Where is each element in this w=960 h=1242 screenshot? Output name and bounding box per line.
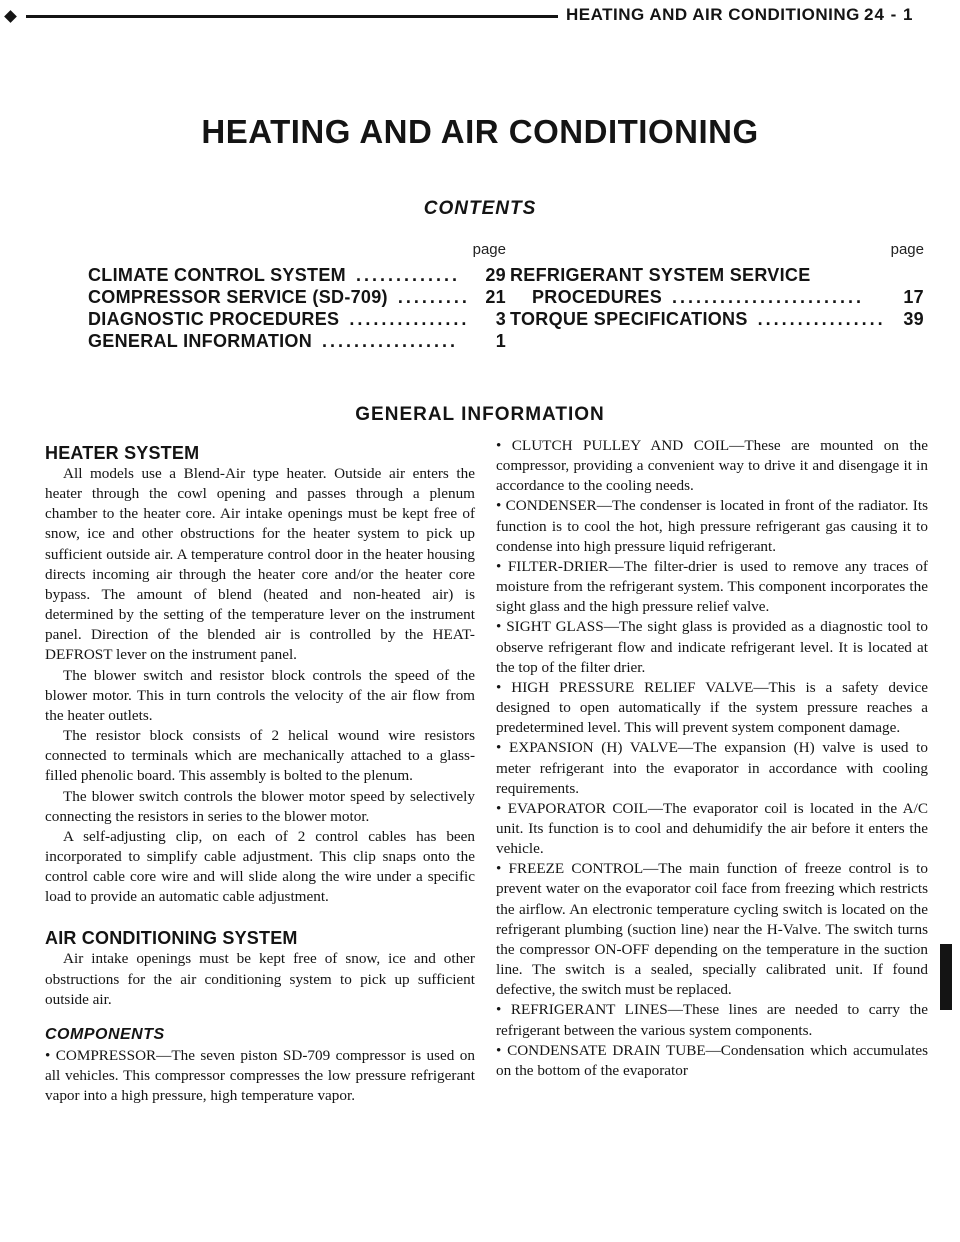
toc-entry-page: 17 (903, 287, 924, 307)
section-heading: GENERAL INFORMATION (355, 404, 605, 425)
toc-leader-dots: ................ (757, 309, 886, 329)
running-header (0, 0, 960, 36)
component-item: • COMPRESSOR—The seven piston SD-709 compressor is used on all vehicles. This compressor compresses the low pressure refrigerant vapor into a high pressure, high temperature vapor. (45, 1046, 475, 1105)
heater-system-heading: HEATER SYSTEM (45, 443, 200, 463)
component-item: • CLUTCH PULLEY AND COIL—These are mounted on the compressor, providing a convenient way to drive it and disengage it in accordance to the cooling needs. (496, 437, 928, 495)
toc-leader-dots: ............. (355, 265, 460, 285)
toc-leader-dots: ......... (397, 287, 470, 307)
toc-entry[interactable] (510, 286, 924, 308)
component-item: • EVAPORATOR COIL—The evaporator coil is located in the A/C unit. Its function is to cool and dehumidify the air before it enters the vehicle. (496, 799, 928, 858)
component-item: • CONDENSER—The condenser is located in front of the radiator. Its function is to cool the hot, high pressure refrigerant gas causing it to condense into high pressure liquid refrigerant. (496, 497, 928, 555)
toc-entry[interactable] (88, 264, 506, 286)
toc-leader-dots: ................. (322, 331, 459, 351)
paragraph: All models use a Blend-Air type heater. Outside air enters the heater through the cowl opening and passes through a plenum chamber to the heater core. Air intake openings must be kept free of snow, ice and other obstructions for the heater system to pick up sufficient outside air. A temperature control door in the heater housing directs incoming air through the heater core and/or the heater core bypass. The amount of blend (heated and non-heated air) is determined by the setting of the temperature lever on the instrument panel. Direction of the blended air is controlled by the HEAT-DEFROST lever on the instrument panel. (45, 465, 475, 664)
paragraph: A self-adjusting clip, on each of 2 control cables has been incorporated to simplify cable adjustment. This clip snaps onto the control cable core wire and will slide along the wire under a specific load to provide an automatic cable adjustment. (45, 827, 475, 906)
component-item: • EXPANSION (H) VALVE—The expansion (H) valve is used to meter refrigerant into the evaporator in accordance with cooling requirements. (496, 739, 928, 797)
paragraph: The resistor block consists of 2 helical wound wire resistors connected to terminals which are mechanically attached to a glass-filled phenolic board. This assembly is bolted to the plenum. (45, 727, 475, 785)
page-title: HEATING AND AIR CONDITIONING (201, 113, 759, 150)
toc-entry-label: REFRIGERANT SYSTEM SERVICE (510, 265, 811, 285)
contents-heading: CONTENTS (423, 198, 537, 219)
toc-entry-page: 1 (495, 331, 506, 351)
paragraph: The blower switch controls the blower motor speed by selectively connecting the resistors in series to the blower motor. (45, 787, 475, 825)
component-item: • FREEZE CONTROL—The main function of freeze control is to prevent water on the evaporator coil face from freezing which restricts the airflow. An electronic temperature cycling switch is located on the refrigerant plumbing (suction line) near the H-Valve. The switch turns the compressor ON-OFF depending on the temperature in the suction line. The switch is a sealed, specially calibrated unit. If found defective, the switch must be replaced. (496, 860, 928, 999)
toc-entry-label: CLIMATE CONTROL SYSTEM (88, 265, 346, 285)
toc-entry-label: GENERAL INFORMATION (88, 331, 313, 351)
component-item: • CONDENSATE DRAIN TUBE—Condensation which accumulates on the bottom of the evaporator (496, 1041, 928, 1079)
toc-entry-page: 29 (485, 265, 506, 285)
toc-page-label: page (472, 241, 506, 258)
toc-left-column (88, 236, 506, 352)
toc-leader-dots: ........................ (672, 287, 865, 307)
component-item: • HIGH PRESSURE RELIEF VALVE—This is a safety device designed to open automatically if the system pressure reaches a predetermined level. This will prevent system component damage. (496, 678, 928, 737)
toc-entry[interactable] (510, 264, 924, 286)
running-header-title: HEATING AND AIR CONDITIONING (566, 5, 860, 24)
toc-entry-page: 21 (485, 287, 506, 307)
components-heading: COMPONENTS (45, 1025, 165, 1043)
right-text-column (496, 436, 928, 1081)
toc-entry[interactable] (88, 308, 506, 330)
paragraph: The blower switch and resistor block controls the speed of the blower motor. This in turn controls the velocity of the air flow from the heater outlets. (45, 666, 475, 724)
toc-entry-label: PROCEDURES (532, 287, 663, 307)
left-text-column (45, 436, 475, 1106)
toc-entry[interactable] (510, 308, 924, 330)
toc-entry-page: 39 (903, 309, 924, 329)
header-rule (26, 15, 558, 18)
toc-entry[interactable] (88, 330, 506, 352)
toc-entry-label: DIAGNOSTIC PROCEDURES (88, 309, 340, 329)
toc-entry[interactable] (88, 286, 506, 308)
toc-entry-page: 3 (495, 309, 506, 329)
toc-page-label: page (890, 241, 924, 258)
section-tab-marker (940, 944, 952, 1010)
toc-entry-label: TORQUE SPECIFICATIONS (510, 309, 748, 329)
component-item: • SIGHT GLASS—The sight glass is provided as a diagnostic tool to observe refrigerant flow and indicate refrigerant level. It is located at the top of the filter drier. (496, 618, 928, 676)
component-item: • FILTER-DRIER—The filter-drier is used to remove any traces of moisture from the refrigerant system. This component incorporates the sight glass and the high pressure relief valve. (496, 557, 928, 616)
toc-entry-label: COMPRESSOR SERVICE (SD-709) (88, 287, 388, 307)
toc-leader-dots: ............... (349, 309, 470, 329)
component-item: • REFRIGERANT LINES—These lines are needed to carry the refrigerant between the various system components. (496, 1001, 928, 1039)
paragraph: Air intake openings must be kept free of snow, ice and other obstructions for the air conditioning system to pick up sufficient outside air. (45, 950, 475, 1008)
page-number: 24 - 1 (864, 5, 914, 24)
ac-system-heading: AIR CONDITIONING SYSTEM (45, 928, 298, 949)
diamond-icon (4, 10, 17, 23)
toc-right-column (510, 236, 924, 330)
spacer (45, 907, 475, 921)
